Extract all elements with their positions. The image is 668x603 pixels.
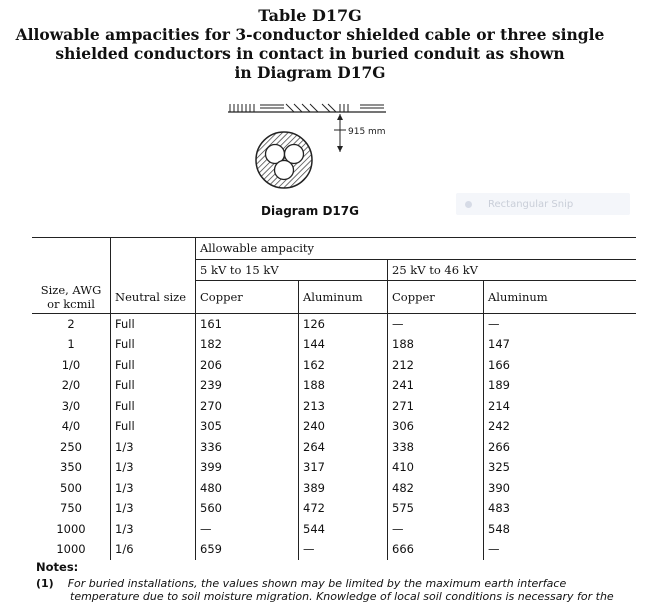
- cell-neutral: Full: [111, 375, 196, 396]
- cell-al2: 325: [488, 460, 510, 475]
- cell-cu2: 666: [388, 539, 484, 560]
- copper-header: Copper: [196, 281, 299, 314]
- cell-size: 500: [32, 478, 111, 499]
- table-title-block: [0, 6, 620, 82]
- cell-neutral: 1/3: [111, 498, 196, 519]
- table-title-line: in Diagram D17G: [234, 63, 386, 82]
- cell-al2: 189: [488, 378, 510, 393]
- cell-al1: 264: [299, 437, 388, 458]
- table-row: [32, 498, 636, 519]
- cell-cu1: 336: [196, 437, 299, 458]
- diagram-caption: Diagram D17G: [261, 204, 359, 218]
- group-header: Allowable ampacity: [196, 238, 637, 260]
- neutral-size-header: Neutral size: [111, 281, 196, 314]
- cell-neutral: 1/3: [111, 457, 196, 478]
- snip-label: Rectangular Snip: [488, 198, 574, 210]
- cell-neutral: 1/3: [111, 437, 196, 458]
- cell-al2: —: [488, 542, 500, 557]
- cell-cu2: —: [388, 519, 484, 540]
- table-title-line: Allowable ampacities for 3-conductor shielded cable or three single: [15, 25, 605, 44]
- aluminum-header: Aluminum: [299, 281, 388, 314]
- cell-size: 2/0: [32, 375, 111, 396]
- cell-size: 1000: [32, 539, 111, 560]
- table-row: [32, 313, 636, 334]
- cell-al2: 242: [488, 419, 510, 434]
- table-row: [32, 416, 636, 437]
- table-row: [32, 355, 636, 376]
- cell-size: 350: [32, 457, 111, 478]
- cell-cu1: 182: [196, 334, 299, 355]
- cell-cu1: 270: [196, 396, 299, 417]
- cell-al1: 188: [299, 375, 388, 396]
- table-row: [32, 519, 636, 540]
- table-row: [32, 539, 636, 560]
- cell-size: 750: [32, 498, 111, 519]
- notes-heading: Notes:: [36, 560, 79, 574]
- cell-al1: 144: [299, 334, 388, 355]
- table-title-line: shielded conductors in contact in buried conduit as shown: [55, 44, 565, 63]
- table-row: [32, 334, 636, 355]
- cell-cu1: 206: [196, 355, 299, 376]
- cell-al1: 240: [299, 416, 388, 437]
- conduit-diagram: [224, 100, 404, 192]
- aluminum-header: Aluminum: [484, 281, 637, 314]
- table-row: [32, 396, 636, 417]
- cell-cu1: 161: [196, 313, 299, 334]
- cell-al2: 214: [488, 398, 510, 413]
- cell-size: 3/0: [32, 396, 111, 417]
- cell-al2: 166: [488, 357, 510, 372]
- cell-neutral: Full: [111, 416, 196, 437]
- cell-cu1: 480: [196, 478, 299, 499]
- cell-cu2: 212: [388, 355, 484, 376]
- cell-cu2: —: [388, 313, 484, 334]
- cell-al2: 548: [488, 521, 510, 536]
- cell-neutral: 1/3: [111, 519, 196, 540]
- cell-cu2: 271: [388, 396, 484, 417]
- cell-al1: 213: [299, 396, 388, 417]
- cell-cu2: 338: [388, 437, 484, 458]
- size-header: Size, AWG or kcmil: [32, 281, 111, 314]
- cell-size: 1000: [32, 519, 111, 540]
- cell-cu2: 482: [388, 478, 484, 499]
- note-item: (1) For buried installations, the values shown may be limited by the maximum earth interface: [36, 577, 567, 590]
- cell-al2: —: [488, 316, 500, 331]
- cell-size: 2: [32, 313, 111, 334]
- cell-al1: 472: [299, 498, 388, 519]
- cell-neutral: Full: [111, 396, 196, 417]
- cell-size: 1/0: [32, 355, 111, 376]
- snip-icon: [465, 201, 472, 208]
- depth-label: 915 mm: [348, 127, 386, 137]
- cell-cu1: 239: [196, 375, 299, 396]
- table-number: Table D17G: [258, 6, 362, 25]
- cell-al2: 266: [488, 439, 510, 454]
- cell-al2: 483: [488, 501, 510, 516]
- cell-cu2: 188: [388, 334, 484, 355]
- cell-size: 250: [32, 437, 111, 458]
- cell-neutral: Full: [111, 334, 196, 355]
- note-item-continued: temperature due to soil moisture migration. Knowledge of local soil conditions is necessary for the: [70, 590, 614, 603]
- cell-al2: 390: [488, 480, 510, 495]
- cell-size: 1: [32, 334, 111, 355]
- cell-neutral: Full: [111, 355, 196, 376]
- table-row: [32, 437, 636, 458]
- cell-al1: 126: [299, 313, 388, 334]
- cell-cu1: 305: [196, 416, 299, 437]
- cell-al1: 544: [299, 519, 388, 540]
- cell-al1: 162: [299, 355, 388, 376]
- cell-al1: —: [299, 539, 388, 560]
- table-row: [32, 457, 636, 478]
- range-header-25-46kv: 25 kV to 46 kV: [388, 259, 637, 281]
- cell-cu1: —: [196, 519, 299, 540]
- cell-cu2: 575: [388, 498, 484, 519]
- cell-al2: 147: [488, 337, 510, 352]
- cell-cu2: 306: [388, 416, 484, 437]
- cell-cu2: 410: [388, 457, 484, 478]
- table-row: [32, 478, 636, 499]
- copper-header: Copper: [388, 281, 484, 314]
- cell-cu2: 241: [388, 375, 484, 396]
- cell-neutral: 1/6: [111, 539, 196, 560]
- cell-cu1: 659: [196, 539, 299, 560]
- table-row: [32, 375, 636, 396]
- cell-neutral: Full: [111, 313, 196, 334]
- cell-size: 4/0: [32, 416, 111, 437]
- ampacity-table: [32, 237, 636, 560]
- rectangular-snip-overlay[interactable]: [456, 193, 630, 215]
- range-header-5-15kv: 5 kV to 15 kV: [196, 259, 388, 281]
- cell-cu1: 560: [196, 498, 299, 519]
- cell-al1: 389: [299, 478, 388, 499]
- cell-al1: 317: [299, 457, 388, 478]
- cell-cu1: 399: [196, 457, 299, 478]
- cell-neutral: 1/3: [111, 478, 196, 499]
